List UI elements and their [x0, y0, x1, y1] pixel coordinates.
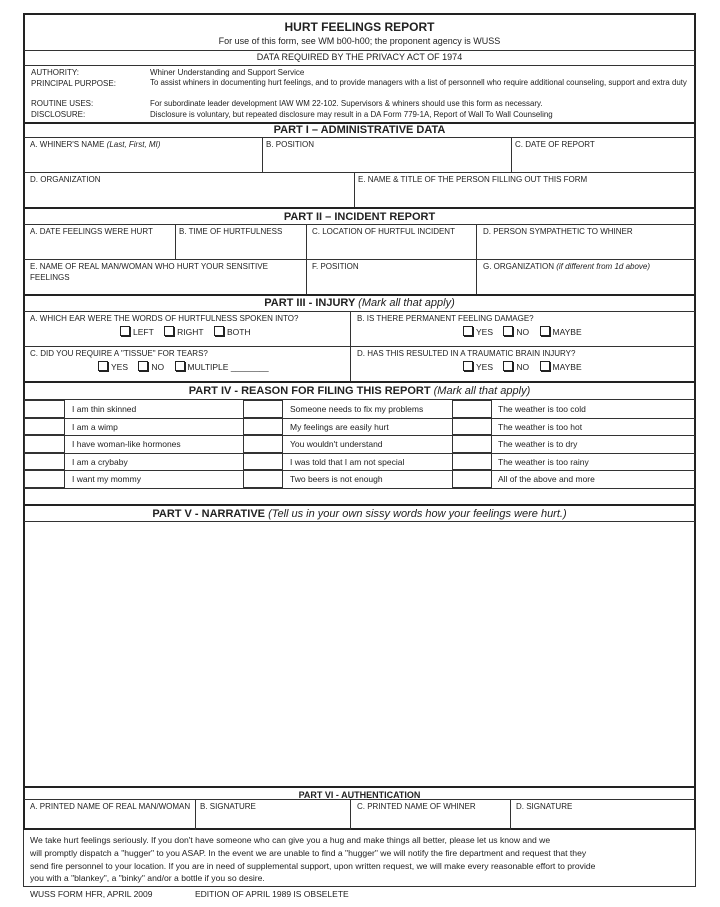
reason-checkbox[interactable] — [24, 418, 65, 436]
location-field[interactable]: C. LOCATION OF HURTFUL INCIDENT — [312, 227, 455, 236]
whiner-name-field[interactable] — [30, 140, 160, 150]
part6-title: PART VI - AUTHENTICATION — [298, 790, 421, 800]
damage-no-label: NO — [516, 327, 530, 337]
tissue-question: C. DID YOU REQUIRE A "TISSUE" FOR TEARS? — [30, 349, 208, 358]
divider — [283, 470, 452, 471]
routine-uses-text: For subordinate leader development IAW WM 22-102. Supervisors & whiners should use this form as necessary. — [150, 99, 543, 108]
reason-label: The weather is too cold — [498, 404, 586, 414]
reason-checkbox[interactable] — [24, 470, 65, 488]
notice-line: you with a "blankey", a "binky" and/or a bottle if you so desire. — [30, 873, 265, 884]
divider — [24, 504, 695, 506]
principal-purpose-text: To assist whiners in documenting hurt feelings, and to provide managers with a list of personnell who require additional counseling, support and extra duty — [150, 78, 687, 87]
damage-maybe-checkbox[interactable] — [540, 326, 550, 336]
reason-label: The weather is to dry — [498, 439, 578, 450]
reason-checkbox[interactable] — [243, 470, 283, 488]
real-person-signature-field[interactable]: B. SIGNATURE — [200, 802, 256, 811]
divider — [65, 453, 243, 454]
notice-line: send fire personnel to your location. If you are in need of supplemental support, upon written request, we will make every reasonable effort to provide — [30, 860, 596, 871]
tissue-yes-checkbox[interactable] — [98, 361, 108, 371]
position-field[interactable]: B. POSITION — [266, 140, 315, 149]
offender-organization-label: G. ORGANIZATION — [483, 262, 554, 271]
divider — [24, 137, 695, 138]
routine-uses-label: ROUTINE USES: — [31, 99, 94, 108]
form-id: WUSS FORM HFR, APRIL 2009 — [30, 889, 153, 899]
reason-label: Someone needs to fix my problems — [290, 404, 424, 414]
divider — [354, 172, 355, 207]
reason-checkbox[interactable] — [24, 435, 65, 453]
reason-label: The weather is too hot — [498, 421, 583, 432]
principal-purpose-label: PRINCIPAL PURPOSE: — [31, 79, 116, 88]
reason-checkbox[interactable] — [24, 400, 65, 418]
reason-label: I have woman-like hormones — [72, 439, 181, 450]
offender-name-field[interactable]: E. NAME OF REAL MAN/WOMAN WHO HURT YOUR SENSITIVE FEELINGS — [30, 262, 268, 282]
privacy-act-heading: DATA REQUIRED BY THE PRIVACY ACT OF 1974 — [256, 52, 463, 62]
damage-yes-checkbox[interactable] — [463, 326, 473, 336]
divider — [24, 399, 695, 400]
ear-right-label: RIGHT — [177, 327, 204, 337]
part4-title-text: PART IV - REASON FOR FILING THIS REPORT — [188, 385, 431, 397]
whiner-signature-field[interactable]: D. SIGNATURE — [516, 802, 573, 811]
part1-title: PART I – ADMINISTRATIVE DATA — [273, 124, 446, 136]
notice-line: We take hurt feelings seriously. If you don't have someone who can give you a hug and make things all better, please let us know and we — [30, 835, 551, 845]
part5-title-text: PART V - NARRATIVE — [152, 508, 266, 520]
offender-organization-field[interactable] — [483, 262, 650, 272]
form-subtitle: For use of this form, see WM b00-h00; the proponent agency is WUSS — [218, 36, 501, 46]
tbi-maybe-checkbox[interactable] — [540, 361, 550, 371]
part3-hint: (Mark all that apply) — [358, 297, 455, 309]
tbi-no-checkbox[interactable] — [503, 361, 513, 371]
damage-no-checkbox[interactable] — [503, 326, 513, 336]
divider — [24, 207, 695, 209]
disclosure-text: Disclosure is voluntary, but repeated disclosure may result in a DA Form 779-1A, Report of Wall To Wall Counseling — [150, 110, 553, 119]
divider — [24, 381, 695, 383]
tbi-yes-label: YES — [476, 362, 494, 372]
which-ear-question: A. WHICH EAR WERE THE WORDS OF HURTFULNESS SPOKEN INTO? — [30, 314, 299, 323]
divider — [65, 470, 243, 471]
reason-label: I am thin skinned — [72, 404, 137, 414]
divider — [283, 435, 452, 436]
part4-hint: (Mark all that apply) — [433, 385, 531, 397]
notice-line: will promptly dispatch a "hugger" to you ASAP. In the event we are unable to find a "hugger" we will notify the fire department and request that they — [30, 847, 587, 858]
part3-title — [23, 297, 696, 309]
divider — [283, 418, 452, 419]
divider — [65, 418, 243, 419]
date-feelings-hurt-field[interactable]: A. DATE FEELINGS WERE HURT — [30, 227, 153, 236]
authority-text: Whiner Understanding and Support Service — [150, 68, 305, 77]
offender-position-field[interactable]: F. POSITION — [312, 262, 359, 271]
divider — [262, 137, 263, 172]
reason-checkbox[interactable] — [243, 418, 283, 436]
time-of-hurtfulness-field[interactable]: B. TIME OF HURTFULNESS — [179, 227, 283, 236]
divider — [195, 799, 196, 830]
reason-checkbox[interactable] — [452, 435, 492, 453]
divider — [24, 799, 695, 800]
reason-checkbox[interactable] — [452, 453, 492, 471]
form-title: HURT FEELINGS REPORT — [284, 20, 435, 34]
divider — [492, 435, 695, 436]
divider — [510, 799, 511, 830]
divider — [492, 418, 695, 419]
brain-injury-options — [463, 361, 590, 372]
tbi-no-label: NO — [516, 362, 530, 372]
whiner-name-hint: (Last, First, MI) — [106, 140, 161, 149]
ear-left-label: LEFT — [133, 327, 154, 337]
feeling-damage-options — [463, 326, 590, 337]
reason-checkbox[interactable] — [452, 418, 492, 436]
narrative-area[interactable] — [24, 522, 695, 786]
divider — [24, 488, 695, 489]
reason-label: You wouldn't understand — [290, 439, 383, 450]
reason-checkbox[interactable] — [452, 400, 492, 418]
organization-field[interactable]: D. ORGANIZATION — [30, 175, 101, 184]
part5-title — [23, 508, 696, 520]
divider — [24, 786, 695, 788]
tissue-yes-label: YES — [111, 362, 129, 372]
reason-label: All of the above and more — [498, 474, 595, 485]
tissue-no-label: NO — [151, 362, 165, 372]
reason-label: I was told that I am not special — [290, 456, 405, 467]
divider — [65, 435, 243, 436]
brain-injury-question: D. HAS THIS RESULTED IN A TRAUMATIC BRAIN INJURY? — [357, 349, 576, 358]
whiner-name-label: A. WHINER'S NAME — [30, 140, 105, 149]
whiner-printed-name-field[interactable]: C. PRINTED NAME OF WHINER — [357, 802, 476, 811]
divider — [283, 453, 452, 454]
part4-title — [23, 385, 696, 397]
divider — [24, 65, 695, 66]
tissue-no-checkbox[interactable] — [138, 361, 148, 371]
ear-left-checkbox[interactable] — [120, 326, 130, 336]
ear-both-checkbox[interactable] — [214, 326, 224, 336]
reason-checkbox[interactable] — [24, 453, 65, 471]
authority-label: AUTHORITY: — [31, 68, 80, 77]
which-ear-options — [120, 326, 259, 337]
disclosure-label: DISCLOSURE: — [31, 110, 86, 119]
divider — [511, 137, 512, 172]
part2-title: PART II – INCIDENT REPORT — [283, 211, 436, 223]
divider — [350, 799, 351, 830]
reason-checkbox[interactable] — [452, 470, 492, 488]
damage-yes-label: YES — [476, 327, 494, 337]
reason-label: Two beers is not enough — [290, 474, 383, 485]
offender-organization-hint: (if different from 1d above) — [556, 262, 651, 271]
divider — [24, 311, 695, 312]
preparer-name-title-field[interactable]: E. NAME & TITLE OF THE PERSON FILLING OUT THIS FORM — [358, 175, 588, 184]
real-person-name-field[interactable]: A. PRINTED NAME OF REAL MAN/WOMAN — [30, 802, 191, 811]
ear-both-label: BOTH — [226, 327, 251, 337]
tbi-maybe-label: MAYBE — [552, 362, 582, 372]
damage-maybe-label: MAYBE — [552, 327, 582, 337]
date-of-report-field[interactable]: C. DATE OF REPORT — [515, 140, 595, 149]
sympathetic-person-field[interactable]: D. PERSON SYMPATHETIC TO WHINER — [483, 227, 633, 236]
tissue-multiple-checkbox[interactable] — [175, 361, 185, 371]
edition-note: EDITION OF APRIL 1989 IS OBSELETE — [195, 889, 349, 899]
tissue-multiple-label: MULTIPLE ________ — [187, 362, 269, 372]
notice-text — [30, 834, 694, 885]
divider — [492, 453, 695, 454]
divider — [24, 346, 695, 347]
reason-label: My feelings are easily hurt — [290, 421, 389, 432]
reason-checkbox[interactable] — [243, 400, 283, 418]
divider — [24, 50, 695, 51]
ear-right-checkbox[interactable] — [164, 326, 174, 336]
reason-checkbox[interactable] — [243, 435, 283, 453]
reason-label: I want my mommy — [72, 474, 141, 485]
divider — [24, 259, 695, 260]
reason-label: The weather is too rainy — [498, 456, 589, 467]
divider — [175, 224, 176, 259]
part5-hint: (Tell us in your own sissy words how your feelings were hurt.) — [268, 508, 567, 520]
tissue-options — [98, 361, 277, 372]
tbi-yes-checkbox[interactable] — [463, 361, 473, 371]
reason-checkbox[interactable] — [243, 453, 283, 471]
feeling-damage-question: B. IS THERE PERMANENT FEELING DAMAGE? — [357, 314, 534, 323]
divider — [492, 470, 695, 471]
reason-label: I am a wimp — [72, 421, 118, 432]
divider — [24, 172, 695, 173]
divider — [24, 294, 695, 296]
reason-label: I am a crybaby — [72, 456, 128, 467]
part3-title-text: PART III - INJURY — [264, 297, 356, 309]
divider — [24, 224, 695, 225]
